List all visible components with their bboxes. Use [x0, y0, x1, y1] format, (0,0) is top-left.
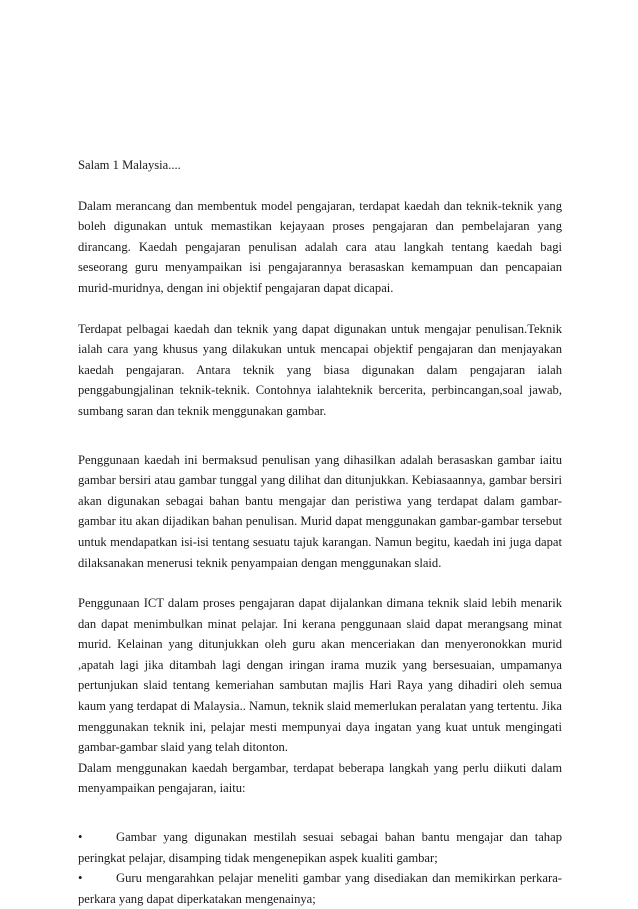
greeting: Salam 1 Malaysia....: [78, 158, 181, 172]
paragraph-steps-intro: Dalam menggunakan kaedah bergambar, terdapat beberapa langkah yang perlu diikuti dalam menyampaikan pengajaran, iaitu:: [78, 760, 562, 796]
list-item: [78, 827, 562, 868]
paragraph-ict: Penggunaan ICT dalam proses pengajaran dapat dijalankan dimana teknik slaid lebih menarik dan dapat menimbulkan minat pelajar. Ini kerana penggunaan slaid dapat merangsang minat murid. Kelainan yang ditunjukkan oleh guru akan menceriakan dan menyeronokkan murid ,apatah lagi jika ditambah lagi dengan iringan irama muzik yang bersesuaian, umpamanya pertunjukan slaid tentang kemeriahan sambutan majlis Hari Raya yang dihadiri oleh semua kaum yang terdapat di Malaysia.. Namun, teknik slaid memerlukan peralatan yang tertentu. Jika menggunakan teknik ini, pelajar mesti mempunyai daya ingatan yang kuat untuk mengingati gambar-gambar slaid yang telah ditonton.: [78, 596, 563, 755]
paragraph-picture-method: Penggunaan kaedah ini bermaksud penulisan yang dihasilkan adalah berasaskan gambar iaitu gambar bersiri atau gambar tunggal yang dilihat dan ditunjukkan. Kebiasaannya, gambar bersiri akan digunakan sebagai bahan bantu mengajar dan peristiwa yang terdapat dalam gambar-gambar itu akan dijadikan bahan penulisan. Murid dapat menggunakan gambar-gambar tersebut untuk mendapatkan isi-isi tentang sesuatu tajuk karangan. Namun begitu, kaedah ini juga dapat dilaksanakan menerusi teknik penyampaian dengan menggunakan slaid.: [78, 452, 562, 570]
paragraph-intro: Dalam merancang dan membentuk model pengajaran, terdapat kaedah dan teknik-teknik yang boleh digunakan untuk memastikan kejayaan proses pengajaran dan pembelajaran yang dirancang. Kaedah pengajaran penulisan adalah cara atau langkah tentang kaedah bagi seseorang guru menyampaikan isi pengajarannya berasaskan kemampuan dan pencapaian murid-muridnya, dengan ini objektif pengajaran dapat dicapai.: [78, 198, 562, 295]
list-item-text: Gambar yang digunakan mestilah sesuai sebagai bahan bantu mengajar dan tahap peringkat pelajar, disamping tidak mengenepikan aspek kualiti gambar;: [78, 830, 562, 865]
document-page: [78, 155, 562, 909]
bullet-icon: •: [78, 871, 83, 886]
paragraph-techniques: Terdapat pelbagai kaedah dan teknik yang dapat digunakan untuk mengajar penulisan.Teknik ialah cara yang khusus yang dilakukan untuk mencapai objektif pengajaran dan menjayakan kaedah pengajaran. Antara teknik yang biasa digunakan dalam pengajaran ialah penggabungjalinan teknik-teknik. Contohnya ialahteknik bercerita, perbincangan,soal jawab, sumbang saran dan teknik menggunakan gambar.: [78, 321, 562, 418]
bullet-icon: •: [78, 830, 83, 845]
list-item-text: Guru mengarahkan pelajar meneliti gambar yang disediakan dan memikirkan perkara-perkara yang dapat diperkatakan mengenainya;: [78, 871, 562, 906]
